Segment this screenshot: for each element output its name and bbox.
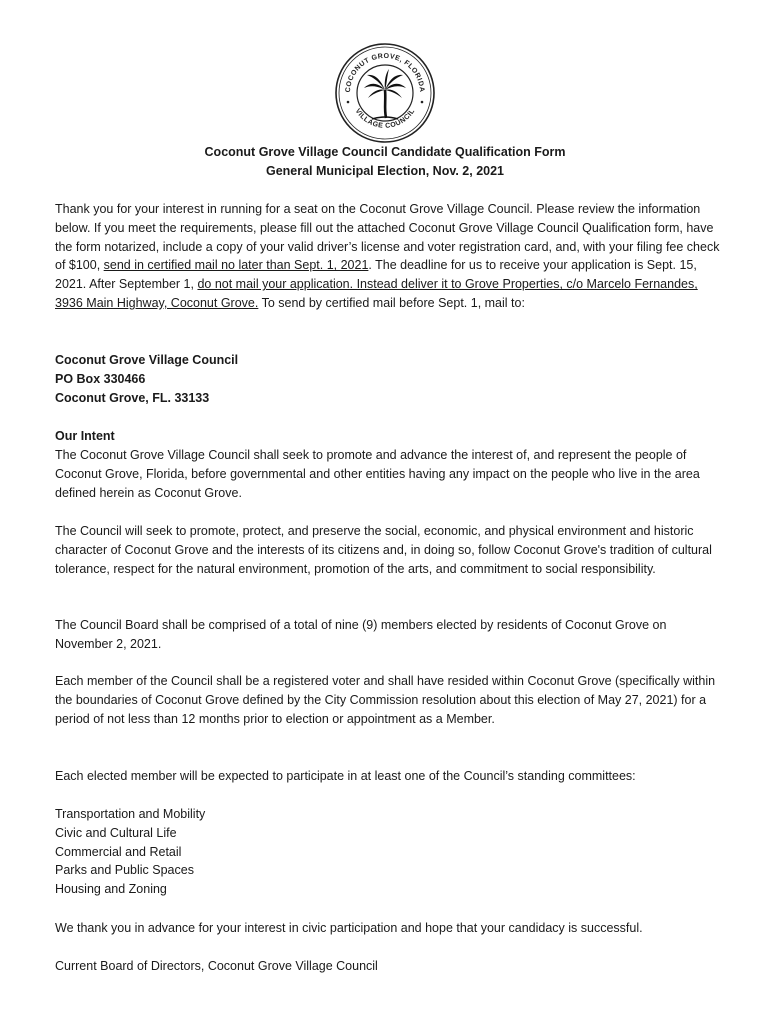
list-item: Transportation and Mobility bbox=[55, 807, 206, 821]
intro-text-2: . The deadline for us to receive your application is Sept. 15, 2021. After September 1, bbox=[55, 258, 697, 292]
intro-paragraph bbox=[55, 200, 720, 313]
form-title: Coconut Grove Village Council Candidate Qualification Form bbox=[204, 145, 566, 159]
intent-paragraph-2: The Council will seek to promote, protect, and preserve the social, economic, and physical environment and historic character of Coconut Grove and the interests of its citizens and, in doing so, follow Coconut Grove's tradition of cultural tolerance, respect for the natural environment, promotion of the arts, and commitment to social responsibility. bbox=[55, 524, 712, 576]
committee-list bbox=[55, 805, 720, 899]
list-item: Parks and Public Spaces bbox=[55, 863, 194, 878]
mailing-address bbox=[55, 351, 720, 407]
svg-text:VILLAGE COUNCIL: VILLAGE COUNCIL bbox=[353, 107, 417, 130]
village-council-seal-logo bbox=[334, 42, 436, 144]
intent-paragraph-3: The Council Board shall be comprised of a total of nine (9) members elected by residents of Coconut Grove on November 2, 2021. bbox=[55, 618, 667, 651]
address-line-1: Coconut Grove Village Council bbox=[55, 353, 239, 367]
list-item: Commercial and Retail bbox=[55, 844, 182, 859]
intro-underlined-deadline: send in certified mail no later than Sept. 1, 2021 bbox=[103, 258, 369, 273]
intent-paragraph-4: Each member of the Council shall be a registered voter and shall have resided within Coconut Grove (specifically within the boundaries of Coconut Grove defined by the City Commission resolution about this election of May 27, 2021) for a period of not less than 12 months prior to election or appointment as a Member. bbox=[55, 674, 716, 726]
election-subtitle: General Municipal Election, Nov. 2, 2021 bbox=[265, 164, 505, 178]
intent-paragraph-5: Each elected member will be expected to participate in at least one of the Council’s standing committees: bbox=[55, 769, 636, 783]
address-line-2: PO Box 330466 bbox=[55, 371, 146, 386]
svg-text:COCONUT GROVE, FLORIDA: COCONUT GROVE, FLORIDA bbox=[344, 52, 426, 93]
intent-heading: Our Intent bbox=[55, 429, 115, 443]
intro-text-1: Thank you for your interest in running for a seat on the Coconut Grove Village Council. Please review the information below. If you meet the requirements, please fill out the attached Coconut Grove Village Council Qualification form, have the form notarized, include a copy of your valid driver’s license and voter registration card, and, with your filing fee check of $100, bbox=[55, 202, 720, 273]
signature-line: Current Board of Directors, Coconut Grove Village Council bbox=[55, 959, 378, 973]
list-item: Civic and Cultural Life bbox=[55, 825, 177, 840]
intent-paragraph-1: The Coconut Grove Village Council shall seek to promote and advance the interest of, and represent the people of Coconut Grove, Florida, before governmental and other entities having any impact on the people who live in the area defined herein as Coconut Grove. bbox=[55, 448, 700, 500]
intro-text-3: To send by certified mail before Sept. 1, mail to: bbox=[258, 295, 525, 310]
closing-thanks: We thank you in advance for your interest in civic participation and hope that your candidacy is successful. bbox=[55, 921, 643, 935]
intro-underlined-delivery: do not mail your application. Instead deliver it to Grove Properties, c/o Marcelo Fernandes, 3936 Main Highway, Coconut Grove. bbox=[55, 277, 698, 310]
list-item: Housing and Zoning bbox=[55, 882, 167, 897]
address-line-3: Coconut Grove, FL. 33133 bbox=[55, 390, 210, 405]
